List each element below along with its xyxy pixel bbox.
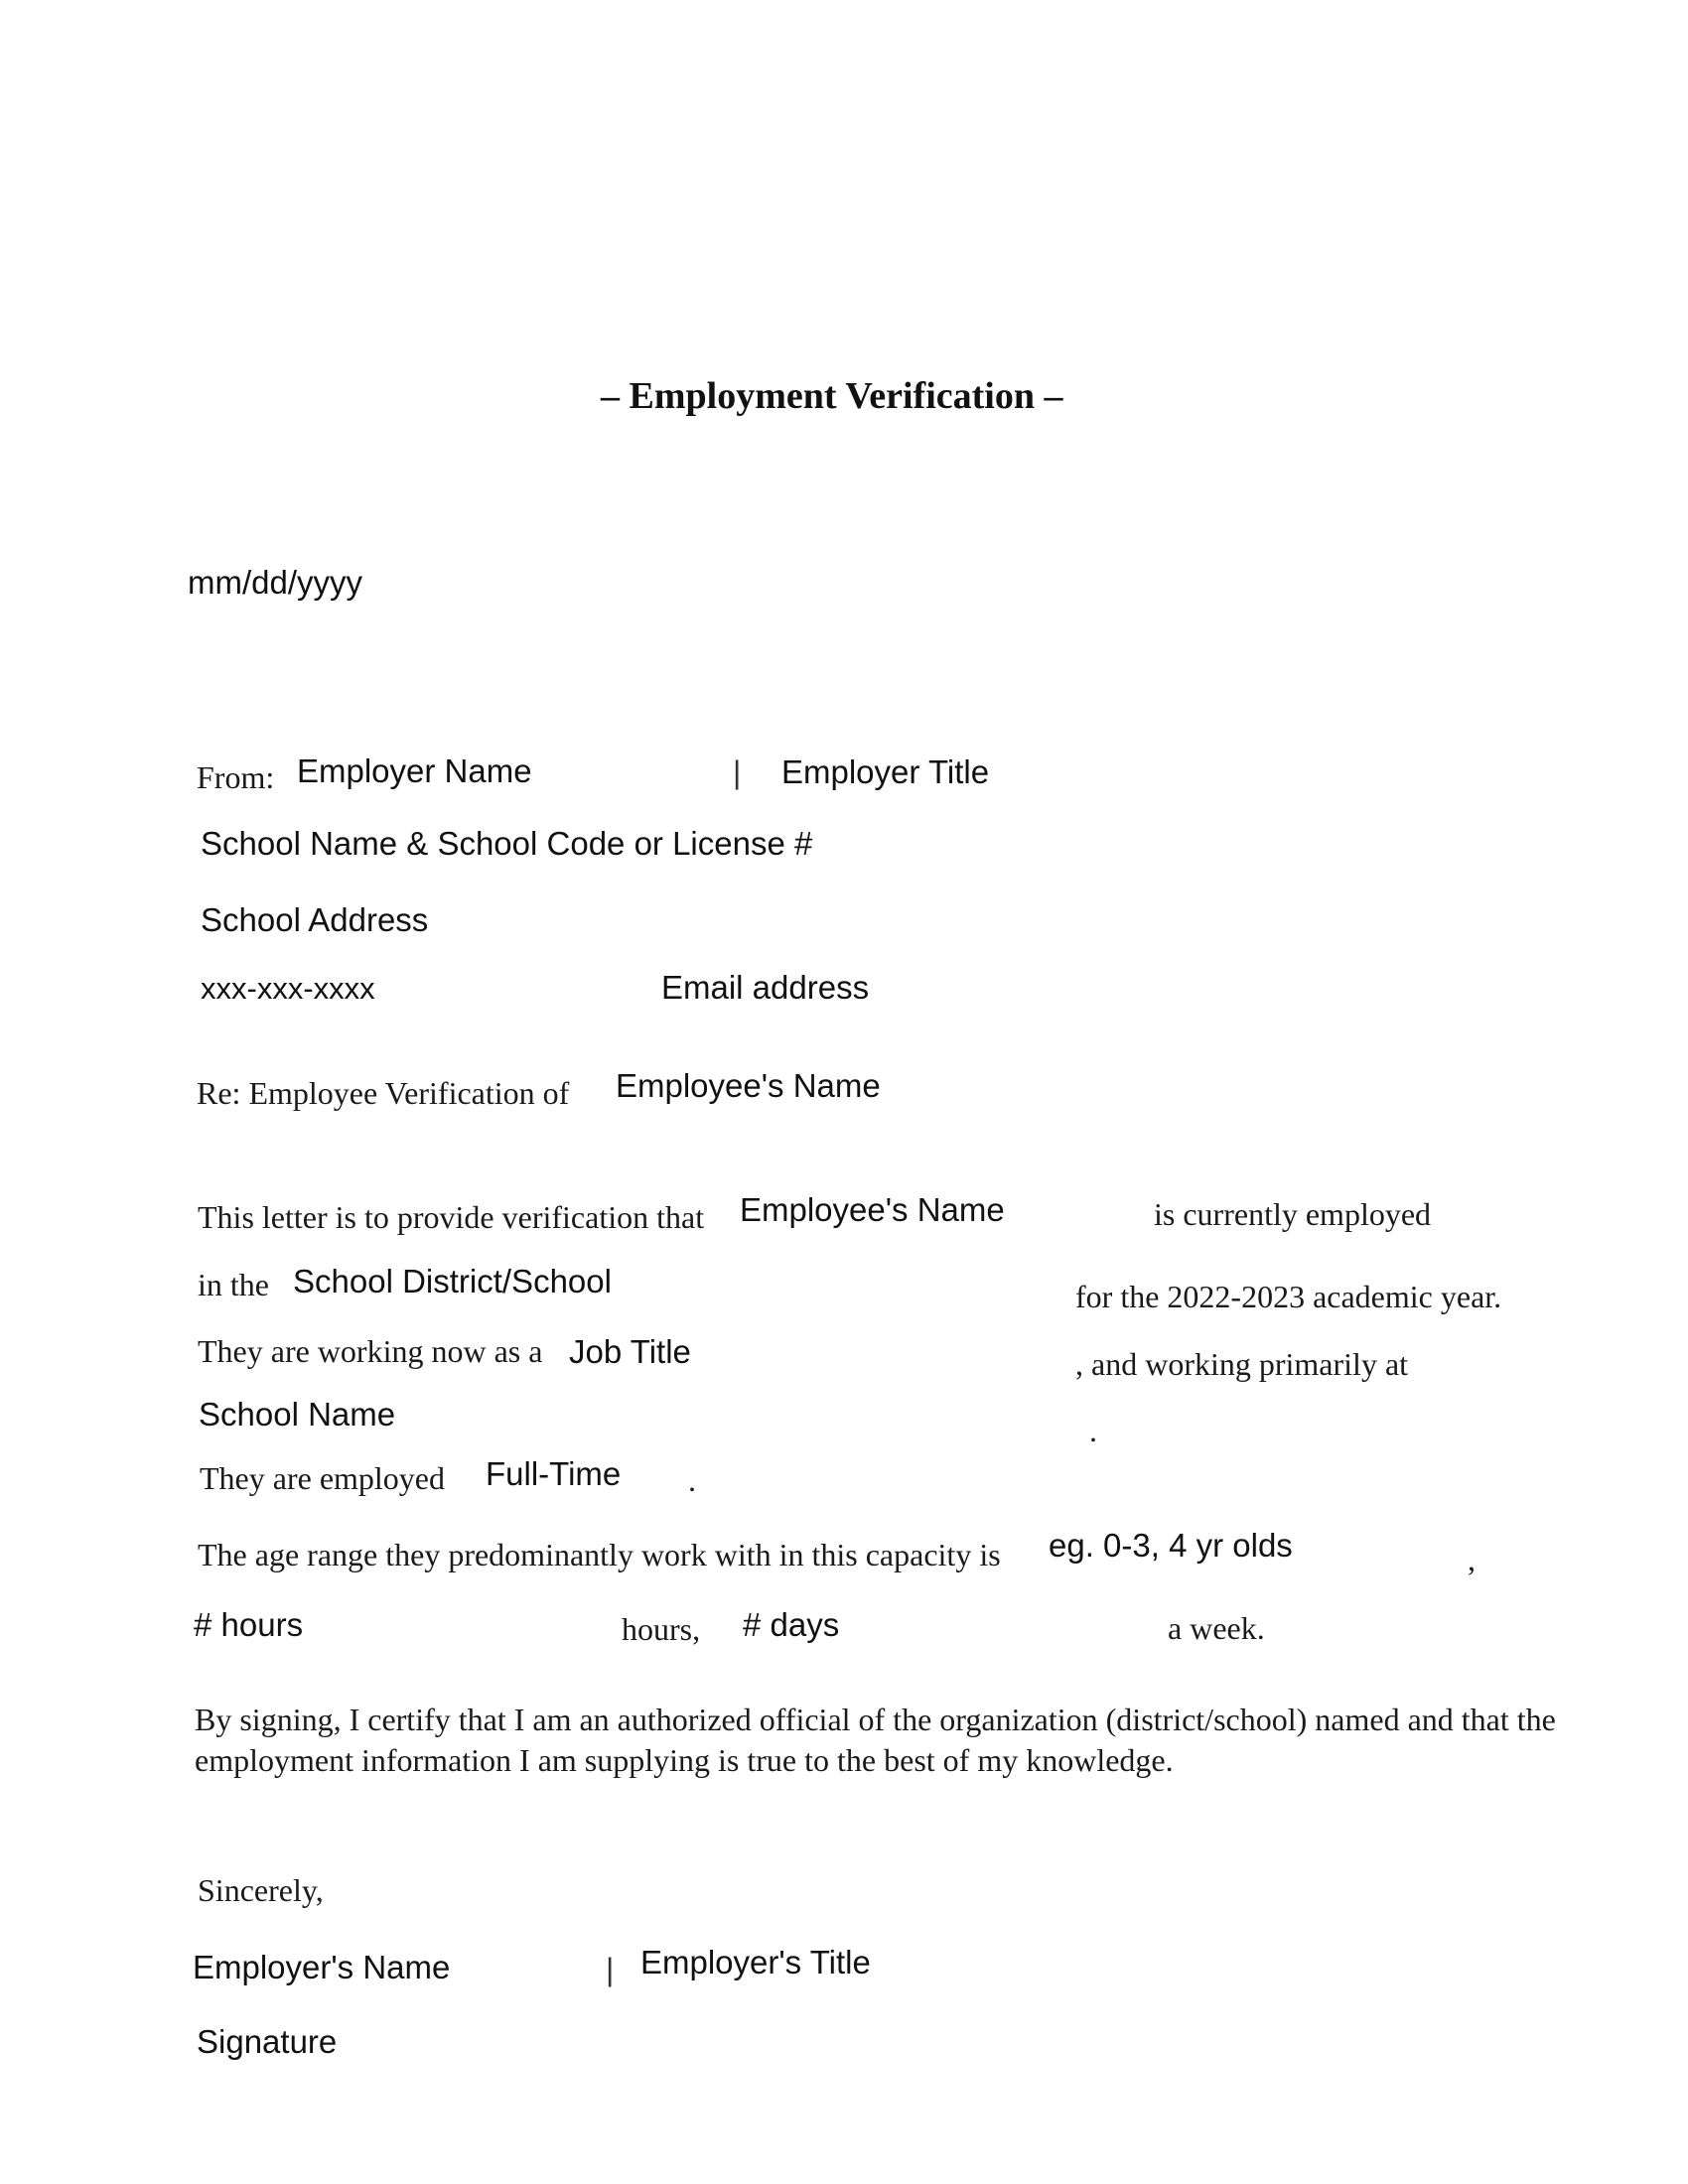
date-field[interactable]: mm/dd/yyyy [188,564,363,601]
re-label: Re: Employee Verification of [197,1075,570,1111]
signature-field[interactable]: Signature [197,2023,338,2060]
body-line2-prefix: in the [198,1267,269,1302]
body-line6-prefix: The age range they predominantly work with in this capacity is [198,1537,1001,1572]
school-name-code-field[interactable]: School Name & School Code or License # [201,825,813,862]
school-address-field[interactable]: School Address [201,901,429,938]
body-line2-suffix: for the 2022-2023 academic year. [1075,1279,1502,1314]
email-field[interactable]: Email address [661,969,870,1006]
school-name-field[interactable]: School Name [199,1396,396,1433]
re-employee-name-field[interactable]: Employee's Name [616,1067,881,1104]
closing-sincerely: Sincerely, [198,1872,324,1908]
certification-paragraph: By signing, I certify that I am an authorized official of the organization (district/school) named and that the employment information I am supplying is true to the best of my knowledge. [195,1702,1556,1778]
body-line7-suffix: a week. [1168,1610,1265,1646]
body-line5-period: . [688,1462,696,1498]
from-label: From: [197,759,275,795]
body-line7-hours-label: hours, [622,1611,701,1647]
job-title-field[interactable]: Job Title [569,1333,691,1370]
phone-field[interactable]: xxx-xxx-xxxx [201,971,375,1006]
employee-name-field[interactable]: Employee's Name [740,1191,1005,1228]
body-line1-suffix: is currently employed [1154,1196,1432,1232]
employer-title-field[interactable]: Employer Title [781,753,990,790]
body-line6-comma: , [1468,1542,1476,1577]
body-line1-prefix: This letter is to provide verification that [198,1199,705,1235]
hours-field[interactable]: # hours [194,1606,304,1643]
employment-status-field[interactable]: Full-Time [486,1455,622,1492]
body-line5-prefix: They are employed [200,1460,445,1496]
body-line3-prefix: They are working now as a [198,1333,543,1369]
closing-employer-title-field[interactable]: Employer's Title [640,1944,871,1980]
age-range-field[interactable]: eg. 0-3, 4 yr olds [1049,1527,1293,1564]
employer-name-field[interactable]: Employer Name [297,752,532,789]
document-title: – Employment Verification – [601,375,1063,417]
closing-employer-name-field[interactable]: Employer's Name [193,1949,451,1985]
school-district-field[interactable]: School District/School [293,1263,612,1299]
closing-separator: | [606,1952,615,1987]
body-line3-suffix: , and working primarily at [1075,1346,1409,1382]
body-line4-period: . [1089,1413,1097,1448]
days-field[interactable]: # days [743,1606,840,1643]
from-separator: | [733,754,742,790]
